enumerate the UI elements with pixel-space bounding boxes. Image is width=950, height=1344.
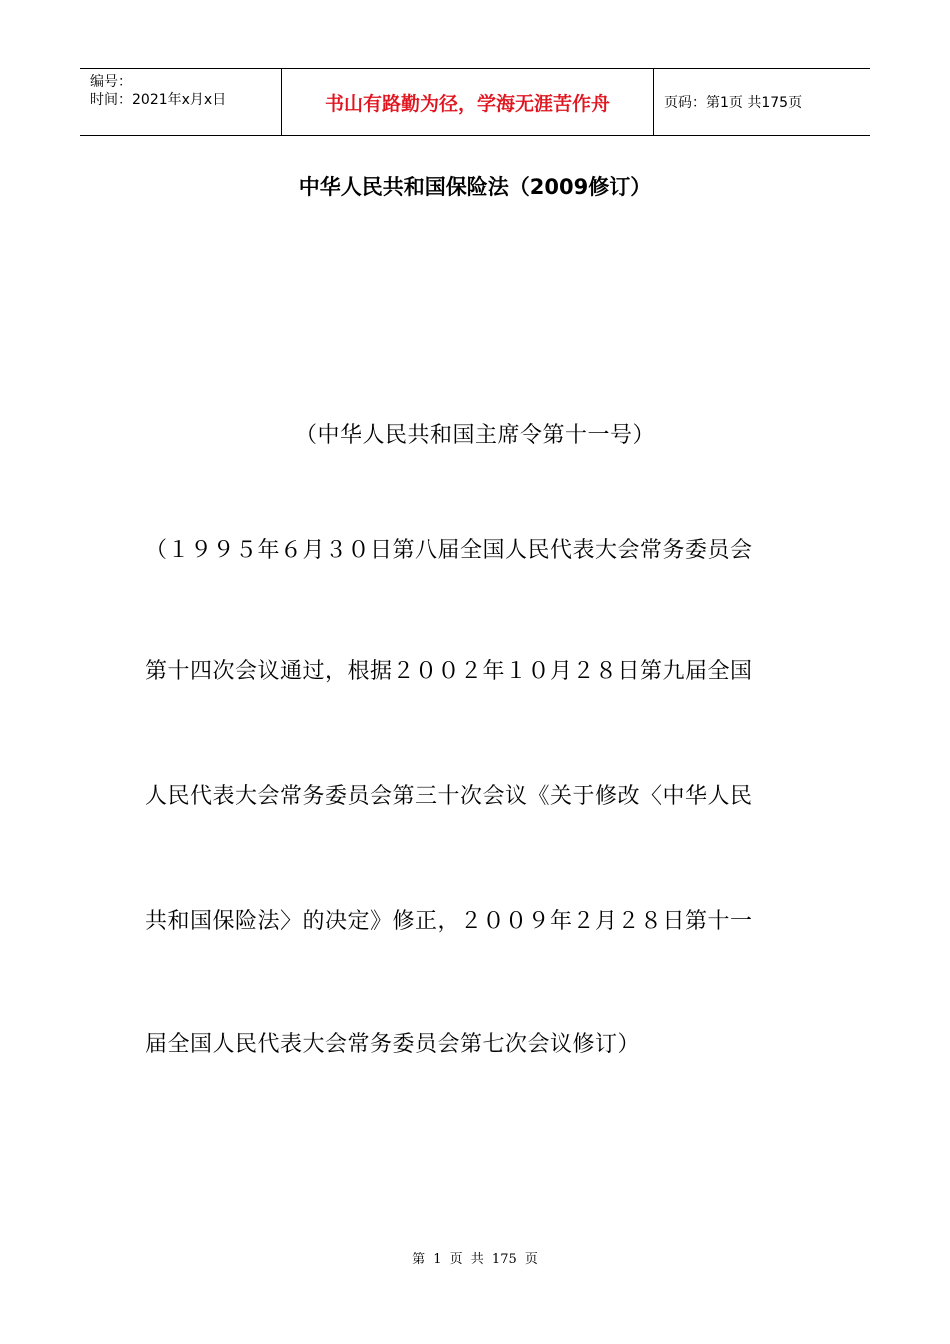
document-number-label: 编号： bbox=[90, 74, 132, 90]
header-page-cell bbox=[654, 69, 870, 135]
body-line-1: （１９９５年６月３０日第八届全国人民代表大会常务委员会 bbox=[145, 538, 753, 563]
page-header bbox=[80, 68, 870, 136]
header-motto-cell bbox=[282, 69, 654, 135]
body-line-3: 人民代表大会常务委员会第三十次会议《关于修改〈中华人民 bbox=[145, 784, 753, 809]
body-line-5: 届全国人民代表大会常务委员会第七次会议修订） bbox=[145, 1032, 641, 1057]
header-page-info: 页码：第1页 共175页 bbox=[664, 95, 803, 111]
body-line-4: 共和国保险法〉的决定》修正，２００９年２月２８日第十一 bbox=[145, 909, 753, 934]
header-meta-cell bbox=[80, 69, 282, 135]
page-footer: 第 1 页 共 175 页 bbox=[412, 1252, 538, 1267]
document-title: 中华人民共和国保险法（2009修订） bbox=[298, 175, 652, 199]
body-line-2: 第十四次会议通过，根据２００２年１０月２８日第九届全国 bbox=[145, 659, 753, 684]
header-motto: 书山有路勤为径，学海无涯苦作舟 bbox=[324, 92, 610, 115]
document-date-label: 时间：2021年x月x日 bbox=[90, 92, 227, 108]
order-line: （中华人民共和国主席令第十一号） bbox=[294, 423, 655, 448]
